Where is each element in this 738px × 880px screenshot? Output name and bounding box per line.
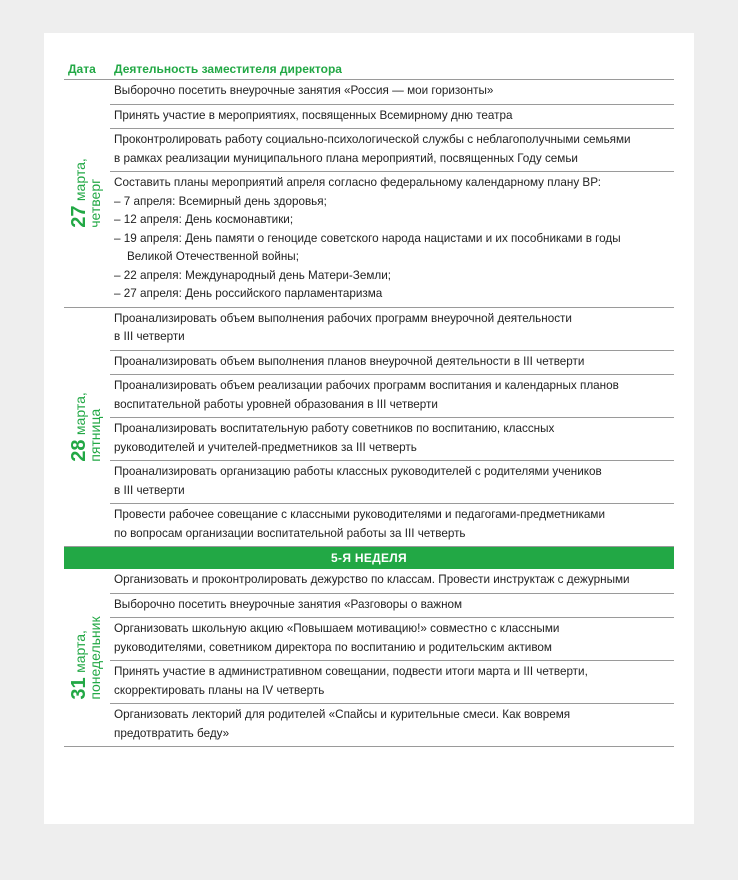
activity-line: – 22 апреля: Международный день Матери-Земли; xyxy=(114,268,391,282)
day-weekday: пятница xyxy=(87,408,103,462)
activity-line: Великой Отечественной войны; xyxy=(114,250,299,263)
week-banner: 5-Я НЕДЕЛЯ xyxy=(64,547,674,569)
activity-line: Провести рабочее совещание с классными руководителями и педагогами-предметниками xyxy=(114,508,605,521)
day-weekday: четверг xyxy=(87,179,103,229)
activity-line: Организовать школьную акцию «Повышаем мотивацию!» совместно с классными xyxy=(114,622,560,635)
activity-line: Организовать лекторий для родителей «Спайсы и курительные смеси. Как вовремя xyxy=(114,708,571,721)
activity-row xyxy=(110,105,674,130)
activity-line: руководителями, советником директора по воспитанию и родительским активом xyxy=(114,640,552,654)
day-cell xyxy=(64,308,110,547)
activity-line: Выборочно посетить внеурочные занятия «Россия — мои горизонты» xyxy=(114,84,494,97)
day-group xyxy=(64,569,674,747)
activity-line: Организовать и проконтролировать дежурство по классам. Провести инструктаж с дежурными xyxy=(114,573,630,586)
activity-line: Проанализировать воспитательную работу советников по воспитанию, классных xyxy=(114,422,555,435)
activity-line: Проанализировать объем реализации рабочих программ воспитания и календарных планов xyxy=(114,379,619,392)
activity-rows xyxy=(110,80,674,307)
schedule-table xyxy=(64,59,674,747)
activity-line: Составить планы мероприятий апреля согласно федеральному календарному плану ВР: xyxy=(114,176,601,189)
day-label xyxy=(68,615,103,700)
activity-row xyxy=(110,80,674,105)
activity-row xyxy=(110,504,674,546)
activity-row xyxy=(110,375,674,418)
activity-row xyxy=(110,618,674,661)
activity-line: воспитательной работы уровней образования в III четверти xyxy=(114,397,438,411)
activity-line: руководителей и учителей-предметников за III четверть xyxy=(114,440,417,454)
table-body xyxy=(64,80,674,747)
day-cell xyxy=(64,80,110,307)
day-group xyxy=(64,80,674,308)
activity-line: Проанализировать объем выполнения планов внеурочной деятельности в III четверти xyxy=(114,354,585,368)
activity-line: по вопросам организации воспитательной работы за III четверть xyxy=(114,526,466,540)
day-month: марта, xyxy=(72,629,88,673)
activity-line: Проконтролировать работу социально-психологической службы с неблагополучными семьями xyxy=(114,133,631,146)
activity-row xyxy=(110,129,674,172)
activity-row xyxy=(110,661,674,704)
activity-column-header: Деятельность заместителя директора xyxy=(114,62,342,76)
document-page xyxy=(44,33,694,824)
activity-line: Принять участие в административном совещании, подвести итоги марта и III четверти, xyxy=(114,665,588,678)
activity-rows xyxy=(110,569,674,746)
day-group xyxy=(64,308,674,548)
table-header xyxy=(64,59,674,80)
activity-line: скорректировать планы на IV четверть xyxy=(114,683,325,697)
activity-line: в III четверти xyxy=(114,330,185,343)
day-month: марта, xyxy=(72,391,88,435)
day-weekday: понедельник xyxy=(87,615,103,700)
activity-line: в III четверти xyxy=(114,483,185,497)
day-label xyxy=(68,391,103,462)
activity-row xyxy=(110,569,674,594)
activity-row xyxy=(110,418,674,461)
day-number: 31 xyxy=(68,676,90,700)
activity-line: предотвратить беду» xyxy=(114,726,230,740)
day-label xyxy=(68,158,103,229)
activity-line: – 27 апреля: День российского парламентаризма xyxy=(114,287,383,300)
activity-line: – 12 апреля: День космонавтики; xyxy=(114,213,294,226)
day-number: 27 xyxy=(68,205,90,229)
activity-line: Выборочно посетить внеурочные занятия «Разговоры о важном xyxy=(114,597,463,611)
activity-row xyxy=(110,594,674,619)
activity-rows xyxy=(110,308,674,547)
activity-row xyxy=(110,351,674,376)
day-cell xyxy=(64,569,110,746)
date-column-header: Дата xyxy=(68,62,96,76)
activity-line: Проанализировать объем выполнения рабочих программ внеурочной деятельности xyxy=(114,311,572,325)
day-number: 28 xyxy=(68,439,90,462)
activity-line: в рамках реализации муниципального плана мероприятий, посвященных Году семьи xyxy=(114,151,578,165)
day-month: марта, xyxy=(72,158,88,202)
activity-row xyxy=(110,308,674,351)
activity-row xyxy=(110,172,674,307)
activity-line: Принять участие в мероприятиях, посвященных Всемирному дню театра xyxy=(114,108,513,122)
activity-line: – 19 апреля: День памяти о геноциде советского народа нацистами и их пособниками в годы xyxy=(114,231,621,245)
activity-row xyxy=(110,461,674,504)
activity-row xyxy=(110,704,674,746)
activity-line: Проанализировать организацию работы классных руководителей с родителями учеников xyxy=(114,465,602,478)
activity-line: – 7 апреля: Всемирный день здоровья; xyxy=(114,194,327,208)
